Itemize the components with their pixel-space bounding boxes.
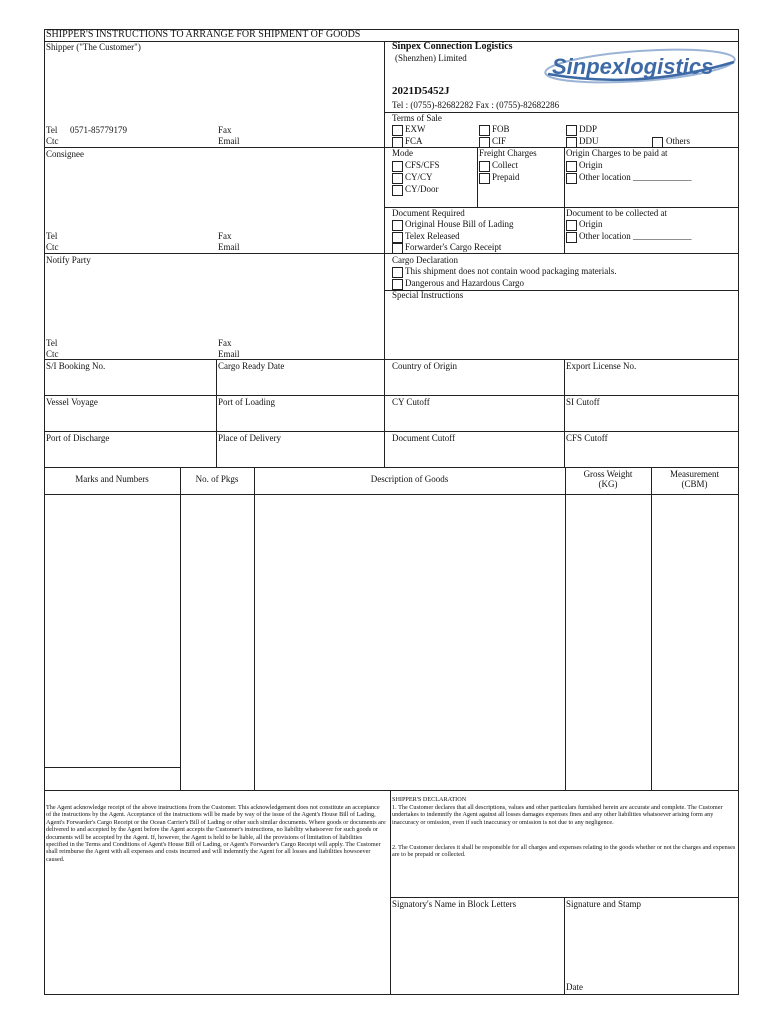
goods-table-bottom	[44, 790, 739, 791]
center-divider	[384, 41, 385, 467]
checkbox-charges-origin[interactable]	[566, 161, 577, 172]
header-pkgs: No. of Pkgs	[195, 474, 239, 484]
goods-marks-sub-line	[44, 767, 181, 768]
cargo-no-wood: This shipment does not contain wood packaging materials.	[405, 266, 617, 276]
doc-cutoff-label: Document Cutoff	[392, 433, 456, 443]
header-description: Description of Goods	[370, 474, 449, 484]
terms-label: Terms of Sale	[392, 113, 442, 123]
cargo-decl-label: Cargo Declaration	[392, 255, 459, 265]
consignee-fax-label: Fax	[218, 231, 232, 241]
shipper-email-label: Email	[218, 136, 240, 146]
signature-divider	[564, 897, 565, 995]
terms-cif: CIF	[492, 136, 507, 146]
mode-cy-cy: CY/CY	[405, 172, 433, 182]
freight-prepaid: Prepaid	[492, 172, 520, 182]
line-notify-bottom	[44, 359, 385, 360]
place-delivery-label: Place of Delivery	[218, 433, 281, 443]
si-cutoff-label: SI Cutoff	[566, 397, 600, 407]
line-terms-bottom	[384, 147, 739, 148]
bottom-divider	[390, 790, 391, 995]
checkbox-cif[interactable]	[479, 137, 490, 148]
line-consignee-bottom	[44, 253, 385, 254]
header-measurement: Measurement (CBM)	[670, 469, 719, 489]
terms-ddp: DDP	[579, 124, 598, 134]
checkbox-cy-door[interactable]	[392, 185, 403, 196]
reference-number: 2021D5452J	[392, 85, 450, 97]
agent-acknowledgement: The Agent acknowledge receipt of the above instructions from the Customer. This acknowledgement does not constitute an acceptance of the instructions by the Agent. Acceptance of the instructions will be made by way of the issue of the Agent's House Bill of Lading, Agent's Forwarder's Cargo Receipt or the Ocean Carrier's Bill of Lading or other such similar documents. Where goods or documents are delivered to and accepted by the Agent before the Agent accepts the Customer's instructions, no liability whatsoever for such goods or documents will be accepted by the Agent. If, however, the Agent is held to be liable, all the provisions of limitation of liabilities specified in the Terms and Conditions of Agent's House Bill of Lading, or Agent's Forwarder's Cargo Receipt will apply. The Customer shall reimburse the Agent with all expenses and costs incurred and will indemnify the Agent for all losses and liabilities howsoever caused.	[46, 804, 386, 863]
checkbox-collect-other[interactable]	[566, 232, 577, 243]
checkbox-no-wood[interactable]	[392, 267, 403, 278]
charges-origin: Origin	[579, 160, 603, 170]
form-title: SHIPPER'S INSTRUCTIONS TO ARRANGE FOR SHIPMENT OF GOODS	[46, 29, 361, 40]
shipper-tel-label: Tel	[46, 125, 58, 135]
doc-telex: Telex Released	[405, 231, 460, 241]
checkbox-prepaid[interactable]	[479, 173, 490, 184]
shipper-ctc-label: Ctc	[46, 136, 59, 146]
terms-fob: FOB	[492, 124, 510, 134]
country-origin-label: Country of Origin	[392, 361, 457, 371]
header-marks: Marks and Numbers	[75, 474, 149, 484]
doc-collected-label: Document to be collected at	[566, 208, 667, 218]
checkbox-collect[interactable]	[479, 161, 490, 172]
checkbox-ddu[interactable]	[566, 137, 577, 148]
notify-email-label: Email	[218, 349, 240, 359]
checkbox-fob[interactable]	[479, 125, 490, 136]
goods-col-3	[565, 467, 566, 791]
mode-divider-1	[477, 147, 478, 208]
vessel-voyage-label: Vessel Voyage	[46, 397, 98, 407]
company-tel-fax: Tel : (0755)-82682282 Fax : (0755)-82682286	[392, 100, 560, 110]
consignee-label: Consignee	[46, 149, 84, 159]
declaration-p1: 1. The Customer declares that all descriptions, values and other particulars furnished herein are accurate and complete. The Customer undertakes to indemnify the Agent against all losses damages expenses fines and any other liabilities whatsoever arising form any inaccuracy or omission, even if such inaccuracy or omission is not due to any negligence.	[392, 804, 723, 826]
line-row3-bottom	[44, 467, 739, 468]
frame-right	[738, 29, 739, 995]
shipper-fax-label: Fax	[218, 125, 232, 135]
terms-ddu: DDU	[579, 136, 599, 146]
goods-col-2	[254, 467, 255, 791]
logo-text: Sinpexlogistics	[552, 54, 714, 79]
terms-others: Others	[666, 136, 690, 146]
freight-label: Freight Charges	[479, 148, 537, 158]
export-license-label: Export License No.	[566, 361, 637, 371]
goods-col-1	[180, 467, 181, 791]
consignee-email-label: Email	[218, 242, 240, 252]
checkbox-others[interactable]	[652, 137, 663, 148]
cfs-cutoff-label: CFS Cutoff	[566, 433, 608, 443]
cargo-dangerous: Dangerous and Hazardous Cargo	[405, 278, 525, 288]
notify-label: Notify Party	[46, 255, 91, 265]
signature-stamp-label: Signature and Stamp	[566, 899, 641, 909]
goods-header-bottom	[44, 494, 739, 495]
declaration-p2: 2. The Customer declares it shall be responsible for all charges and expenses relating to the goods whether or not the charges and expenses are to be prepaid or collected.	[392, 844, 736, 859]
sinpex-logo	[542, 44, 738, 90]
line-docs-bottom	[384, 253, 739, 254]
checkbox-cy-cy[interactable]	[392, 173, 403, 184]
checkbox-ddp[interactable]	[566, 125, 577, 136]
mode-divider-2	[564, 147, 565, 254]
notify-tel-label: Tel	[46, 338, 58, 348]
date-label: Date	[566, 982, 583, 992]
fields-divider-left	[216, 359, 217, 467]
line-special-bottom	[384, 359, 739, 360]
mode-cy-door: CY/Door	[405, 184, 439, 194]
port-loading-label: Port of Loading	[218, 397, 275, 407]
checkbox-exw[interactable]	[392, 125, 403, 136]
header-gross-weight: Gross Weight (KG)	[583, 469, 633, 489]
checkbox-dangerous[interactable]	[392, 279, 403, 290]
line-row2-bottom	[44, 431, 739, 432]
terms-exw: EXW	[405, 124, 426, 134]
checkbox-fca[interactable]	[392, 137, 403, 148]
declaration-title: SHIPPER'S DECLARATION	[392, 796, 467, 803]
notify-fax-label: Fax	[218, 338, 232, 348]
consignee-tel-label: Tel	[46, 231, 58, 241]
consignee-ctc-label: Ctc	[46, 242, 59, 252]
company-name: Sinpex Connection Logistics	[392, 41, 513, 52]
freight-collect: Collect	[492, 160, 518, 170]
shipper-tel-value[interactable]: 0571-85779179	[70, 125, 127, 135]
checkbox-charges-other[interactable]	[566, 173, 577, 184]
cargo-ready-label: Cargo Ready Date	[218, 361, 285, 371]
shipper-label: Shipper ("The Customer")	[46, 42, 141, 52]
company-subtitle: (Shenzhen) Limited	[395, 53, 467, 63]
signatory-name-label: Signatory's Name in Block Letters	[392, 899, 517, 909]
goods-col-4	[651, 467, 652, 791]
line-shipper-bottom	[44, 147, 385, 148]
cy-cutoff-label: CY Cutoff	[392, 397, 430, 407]
si-booking-label: S/I Booking No.	[46, 361, 106, 371]
line-row1-bottom	[44, 395, 739, 396]
fields-divider-right	[564, 359, 565, 467]
doc-required-label: Document Required	[392, 208, 465, 218]
special-instructions-label: Special Instructions	[392, 290, 464, 300]
terms-fca: FCA	[405, 136, 423, 146]
collect-other: Other location _____________	[579, 231, 692, 241]
port-discharge-label: Port of Discharge	[46, 433, 110, 443]
mode-label: Mode	[392, 148, 413, 158]
collect-origin: Origin	[579, 219, 603, 229]
origin-charges-label: Origin Charges to be paid at	[566, 148, 668, 158]
frame-bottom	[44, 994, 739, 995]
checkbox-fcr[interactable]	[392, 243, 403, 254]
checkbox-collect-origin[interactable]	[566, 220, 577, 231]
doc-original-hbl: Original House Bill of Lading	[405, 219, 514, 229]
frame-left	[44, 29, 45, 995]
checkbox-telex[interactable]	[392, 232, 403, 243]
checkbox-original-hbl[interactable]	[392, 220, 403, 231]
checkbox-cfs-cfs[interactable]	[392, 161, 403, 172]
notify-ctc-label: Ctc	[46, 349, 59, 359]
charges-other: Other location _____________	[579, 172, 692, 182]
mode-cfs-cfs: CFS/CFS	[405, 160, 440, 170]
doc-fcr: Forwarder's Cargo Receipt	[405, 242, 502, 252]
